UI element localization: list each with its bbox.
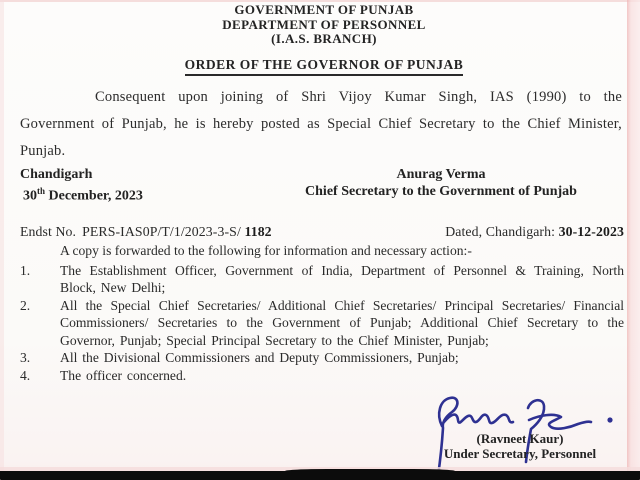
list-item-text: All the Divisional Commissioners and Deputy Commissioners, Punjab;: [60, 350, 459, 366]
endorsement-label: Endst No.: [20, 224, 77, 239]
handwritten-signature-icon: [428, 392, 624, 436]
list-item-number: 1.: [20, 263, 31, 278]
date-text: [20, 183, 143, 205]
endorsement-dated-value: 30-12-2023: [558, 224, 624, 239]
signatory-name: Anurag Verma: [396, 167, 486, 182]
order-title: [0, 56, 640, 76]
signature-name: (Ravneet Kaur): [476, 431, 564, 446]
list-item-text: The Establishment Officer, Government of India, Department of Personnel & Training, North Block, New Delhi;: [60, 263, 624, 296]
date-day-suffix: th: [37, 186, 46, 196]
endorsement-row: [20, 224, 624, 240]
endorsement-dated-label: Dated, Chandigarh:: [445, 224, 559, 239]
letterhead-line-branch: (I.A.S. BRANCH): [271, 31, 377, 46]
scan-edge-right: [627, 0, 640, 480]
letterhead-line-government: GOVERNMENT OF PUNJAB: [234, 2, 414, 17]
bottom-black-bar: [0, 471, 640, 480]
date-day: 30: [23, 188, 37, 204]
signatory-designation: Chief Secretary to the Government of Punjab: [305, 184, 577, 199]
list-item: [20, 367, 624, 384]
scan-edge-left: [0, 0, 4, 480]
list-item-text: All the Special Chief Secretaries/ Additional Chief Secretaries/ Principal Secretaries/ Financial Commissioners/ Secretaries to the Government of Punjab; Additional Chief Secretary to the Governor, Punjab; Special Principal Secretary to the Chief Minister, Punjab;: [60, 298, 624, 348]
endorsement-date: [445, 224, 624, 240]
endorsement-reference-number: 1182: [244, 224, 272, 239]
signatory-block: [260, 166, 622, 200]
list-item-text: The officer concerned.: [60, 368, 187, 384]
list-item: [20, 297, 624, 349]
list-item-number: 4.: [20, 368, 31, 384]
list-item-number: 2.: [20, 298, 31, 314]
list-item-number: 3.: [20, 350, 31, 366]
list-item: [20, 262, 624, 297]
list-item: [20, 349, 624, 366]
order-body-paragraph: Consequent upon joining of Shri Vijoy Kumar Singh, IAS (1990) to the Government of Punjab, he is hereby posted as Special Chief Secretary to the Chief Minister, Punjab.: [20, 89, 622, 159]
distribution-list: [20, 262, 624, 385]
date-rest: December, 2023: [45, 188, 143, 204]
copy-forwarded-line: A copy is forwarded to the following for information and necessary action:-: [60, 243, 472, 258]
letterhead: [0, 3, 640, 47]
place-text: Chandigarh: [20, 167, 93, 182]
signature-block: [408, 392, 632, 461]
signature-designation: Under Secretary, Personnel: [443, 445, 597, 461]
order-title-text: ORDER OF THE GOVERNOR OF PUNJAB: [185, 57, 464, 76]
endorsement-reference: PERS-IAS0P/T/1/2023-3-S/: [82, 224, 241, 239]
place-date-block: [20, 166, 143, 205]
endorsement-number: [20, 224, 272, 240]
scan-edge-top: [0, 0, 640, 2]
letterhead-line-department: DEPARTMENT OF PERSONNEL: [222, 16, 426, 32]
